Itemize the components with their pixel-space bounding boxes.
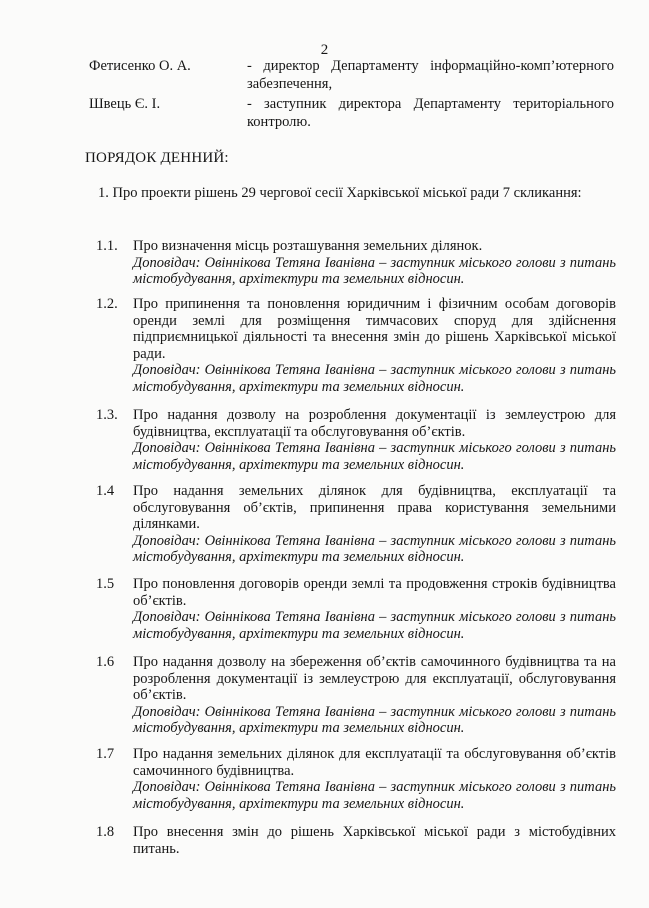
agenda-item-number: 1.6: [96, 654, 115, 670]
attendee-role: - заступник директора Департаменту територіального контролю.: [247, 96, 614, 130]
agenda-item: [96, 483, 616, 566]
agenda-item-speaker: Доповідач: Овіннікова Тетяна Іванівна – заступник міського голови з питань містобудування, архітектури та земельних відносин.: [133, 703, 616, 736]
agenda-item-speaker: Доповідач: Овіннікова Тетяна Іванівна – заступник міського голови з питань містобудування, архітектури та земельних відносин.: [133, 779, 616, 812]
attendee-name: Швець Є. І.: [89, 96, 161, 112]
agenda-item-speaker: Доповідач: Овіннікова Тетяна Іванівна – заступник міського голови з питань містобудування, архітектури та земельних відносин.: [133, 609, 616, 642]
attendee-row: [89, 57, 614, 93]
agenda-item-number: 1.3.: [96, 407, 118, 423]
agenda-item: [96, 238, 616, 288]
agenda-item-title: Про надання дозволу на розроблення документації із землеустрою для будівництва, експлуатації та обслуговування об’єктів.: [133, 407, 616, 440]
agenda-item-title: Про надання дозволу на збереження об’єктів самочинного будівництва та на розроблення документації із землеустрою для експлуатації, обслуговування об’єктів.: [133, 654, 616, 703]
agenda-item-speaker: Доповідач: Овіннікова Тетяна Іванівна – заступник міського голови з питань містобудування, архітектури та земельних відносин.: [133, 362, 616, 395]
agenda-item-title: Про надання земельних ділянок для будівництва, експлуатації та обслуговування об’єктів, припинення права користування земельними ділянками.: [133, 483, 616, 532]
agenda-item-speaker: Доповідач: Овіннікова Тетяна Іванівна – заступник міського голови з питань містобудування, архітектури та земельних відносин.: [133, 254, 616, 287]
agenda-item: [96, 824, 616, 857]
agenda-heading: ПОРЯДОК ДЕННИЙ:: [85, 150, 229, 166]
agenda-item-title: Про поновлення договорів оренди землі та продовження строків будівництва об’єктів.: [133, 576, 616, 609]
agenda-item-number: 1.2.: [96, 296, 118, 312]
agenda-intro: 1. Про проекти рішень 29 чергової сесії Харківської міської ради 7 скликання:: [98, 185, 582, 201]
agenda-item-number: 1.5: [96, 576, 115, 592]
agenda-item-title: Про припинення та поновлення юридичним і фізичним особам договорів оренди землі для розміщення тимчасових споруд для здійснення підприємницької діяльності та внесення змін до рішень Харківської міської ради.: [133, 296, 616, 362]
agenda-item-number: 1.8: [96, 824, 115, 840]
agenda-item: [96, 746, 616, 812]
attendee-role: - директор Департаменту інформаційно-комп’ютерного забезпечення,: [247, 58, 614, 92]
attendee-row: [89, 95, 614, 131]
agenda-item-number: 1.7: [96, 746, 115, 762]
agenda-item: [96, 576, 616, 642]
agenda-item-speaker: Доповідач: Овіннікова Тетяна Іванівна – заступник міського голови з питань містобудування, архітектури та земельних відносин.: [133, 532, 616, 565]
agenda-item: [96, 296, 616, 395]
agenda-item-title: Про визначення місць розташування земельних ділянок.: [133, 238, 483, 254]
agenda-item-title: Про надання земельних ділянок для експлуатації та обслуговування об’єктів самочинного будівництва.: [133, 746, 616, 779]
agenda-item-speaker: Доповідач: Овіннікова Тетяна Іванівна – заступник міського голови з питань містобудування, архітектури та земельних відносин.: [133, 440, 616, 473]
agenda-item: [96, 654, 616, 737]
agenda-item-number: 1.4: [96, 483, 115, 499]
page-number: 2: [320, 42, 329, 58]
agenda-item-title: Про внесення змін до рішень Харківської міської ради з містобудівних питань.: [133, 824, 616, 857]
attendee-name: Фетисенко О. А.: [89, 58, 191, 74]
agenda-item-number: 1.1.: [96, 238, 118, 254]
agenda-item: [96, 407, 616, 473]
